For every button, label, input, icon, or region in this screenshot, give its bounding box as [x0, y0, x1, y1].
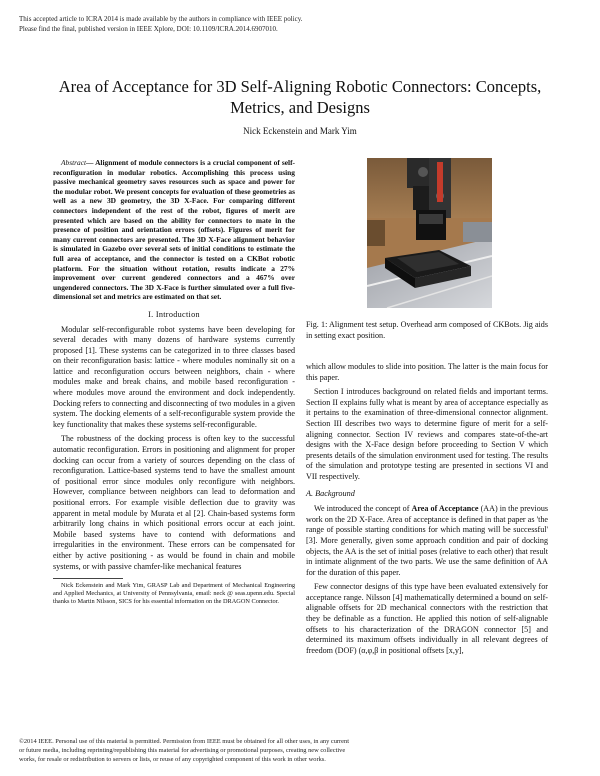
- abstract-text: Alignment of module connectors is a crucial component of self-reconfiguration in modular robotics. Accomplishing this process using passive mechanical geometry saves resources such as space and power for the modular robot. We present concepts for evaluation of these geometries as well as a new 3D geometry, the 3D X-Face. For comparing different connectors independent of the rest of the robot, figures of merit are presented which are based on the ability for connectors to mate in the presence of position and orientation errors (offsets). Figures of merit for many current connectors are presented. The 3D X-Face alignment behavior is simulated in Gazebo over several sets of initial conditions to estimate the full area of acceptance, and the connector is tested on a CKBot robotic platform. For the situation without rotation, results indicate a 27% improvement over current gendered connectors and a 467% over ungendered connectors. The 3D X-Face is further simulated over a full five-dimensional set and metrics are estimated on that set.: [53, 158, 295, 302]
- notice-line-2: Please find the final, published version in IEEE Xplore, DOI: 10.1109/ICRA.2014.6907010.: [19, 25, 278, 33]
- figure-1-caption: Fig. 1: Alignment test setup. Overhead arm composed of CKBots. Jig aids in setting exact position.: [306, 320, 548, 340]
- footnote-divider: [53, 578, 123, 579]
- notice-line-1: This accepted article to ICRA 2014 is made available by the authors in compliance with IEEE policy.: [19, 15, 303, 23]
- section-heading-introduction: I. Introduction: [148, 309, 200, 319]
- abstract-dash: —: [86, 158, 94, 167]
- intro-paragraph-2: The robustness of the docking process is often key to the successful automatic reconfiguration. Errors in positioning and alignment for proper docking can occur from a variety of sources depending on the class of reconfiguration. Lattice-based systems tend to have the smallest amount of positional error since modules only reconfigure with neighbors. However, compliance between neighbors can lead to deformation and positional errors. For example visible deflection due to gravity was apparent in metal module by Murata et al [2]. Chain-based systems form arbitrarily long chains in which positional errors occur at each joint. Mobile based systems have to contend with deformations and irregularities in the environment. These errors can be compensated for either by active positioning - as would be found in chain and mobile systems, or with passive chamfer-like mechanical features: [53, 434, 295, 571]
- ieee-availability-notice: [19, 14, 579, 34]
- intro-paragraph-1: Modular self-reconfigurable robot systems have been developing for several decades with many dozens of hardware systems currently proposed [1]. These systems can be categorized in to three classes based on their reconfiguration basis: lattice - where modules nominally sit on a lattice and reconfiguration occurs between neighbors, chain - where modules make and break chains, and mobile based reconfiguration - where modules move around the environment and dock independently. Docking refers to connecting and disconnecting of two modules in a given system. The docking elements of a self-reconfigurable system provide the key functionality that makes these systems self-reconfigurable.: [53, 324, 295, 429]
- intro-paragraph-4: Section I introduces background on related fields and important terms. Section II explains fully what is meant by area of acceptance especially as it pertains to the examination of three-dimensional connector alignment. Section III describes two ways to determine figure of merit for a self-aligning connector. Section IV reviews and compares state-of-the-art designs with the X-Face design before proceeding to Section V which presents details of the simulation environment used for testing. The results of the simulation and prototype testing are presented in sections VI and VII respectively.: [306, 387, 548, 481]
- copyright-notice: [19, 737, 581, 764]
- background-p1-rest: (AA) in the previous work on the 2D X-Face. Area of acceptance is defined in that paper as 'the range of possible starting conditions for which mating will be successful' [3]. More generally, given some approach condition and pair of docking objects, the AA is the set of initial poses (relative to each other) that result in intimate alignment of the two parts. We use the same definition of AA for the duration of this paper.: [306, 504, 549, 577]
- abstract-label: Abstract: [61, 158, 87, 167]
- copyright-line-2: or future media, including reprinting/republishing this material for advertising or promotional purposes, creating new collective: [19, 747, 346, 754]
- left-column: [53, 158, 295, 606]
- background-paragraph-2: Few connector designs of this type have been evaluated extensively for acceptance range. Nilsson [4] mathematically determined a bound on self-alignable offsets for 2D mechanical connectors with the restriction that they be definable as a function. He applied this notion of self-alignable offsets to his characterization of the DRAGON connector [5] and determined its maximum offsets individually in all relevant degrees of freedom (DOF) (α,φ,β in positional offsets [x,y],: [306, 582, 548, 655]
- term-area-of-acceptance: Area of Acceptance: [411, 504, 479, 514]
- right-column: [306, 362, 548, 660]
- copyright-line-1: ©2014 IEEE. Personal use of this material is permitted. Permission from IEEE must be obtained for all other uses, in any current: [19, 738, 349, 745]
- background-paragraph-1: [306, 504, 548, 578]
- abstract: [53, 158, 295, 302]
- author-list: Nick Eckenstein and Mark Yim: [243, 126, 357, 136]
- background-p1-start: We introduced the concept of: [314, 504, 412, 514]
- subsection-heading-background: A. Background: [306, 488, 355, 498]
- author-footnote: Nick Eckenstein and Mark Yim, GRASP Lab and Department of Mechanical Engineering and Applied Mechanics, at University of Pennsylvania, email: neck @ seas.upenn.edu. Special thanks to Martin Nilsson, SICS for his essential information on the DRAGON Connector.: [53, 582, 295, 605]
- copyright-line-3: works, for resale or redistribution to servers or lists, or reuse of any copyrighted component of this work in other works.: [19, 756, 326, 763]
- title-line-2: Metrics, and Designs: [230, 98, 370, 117]
- alignment-test-setup-image: [367, 158, 492, 308]
- title-line-1: Area of Acceptance for 3D Self-Aligning Robotic Connectors: Concepts,: [58, 77, 542, 96]
- paper-title: [40, 76, 560, 118]
- figure-1-photo: [367, 158, 492, 308]
- intro-paragraph-3: which allow modules to slide into position. The latter is the main focus for this paper.: [306, 362, 548, 382]
